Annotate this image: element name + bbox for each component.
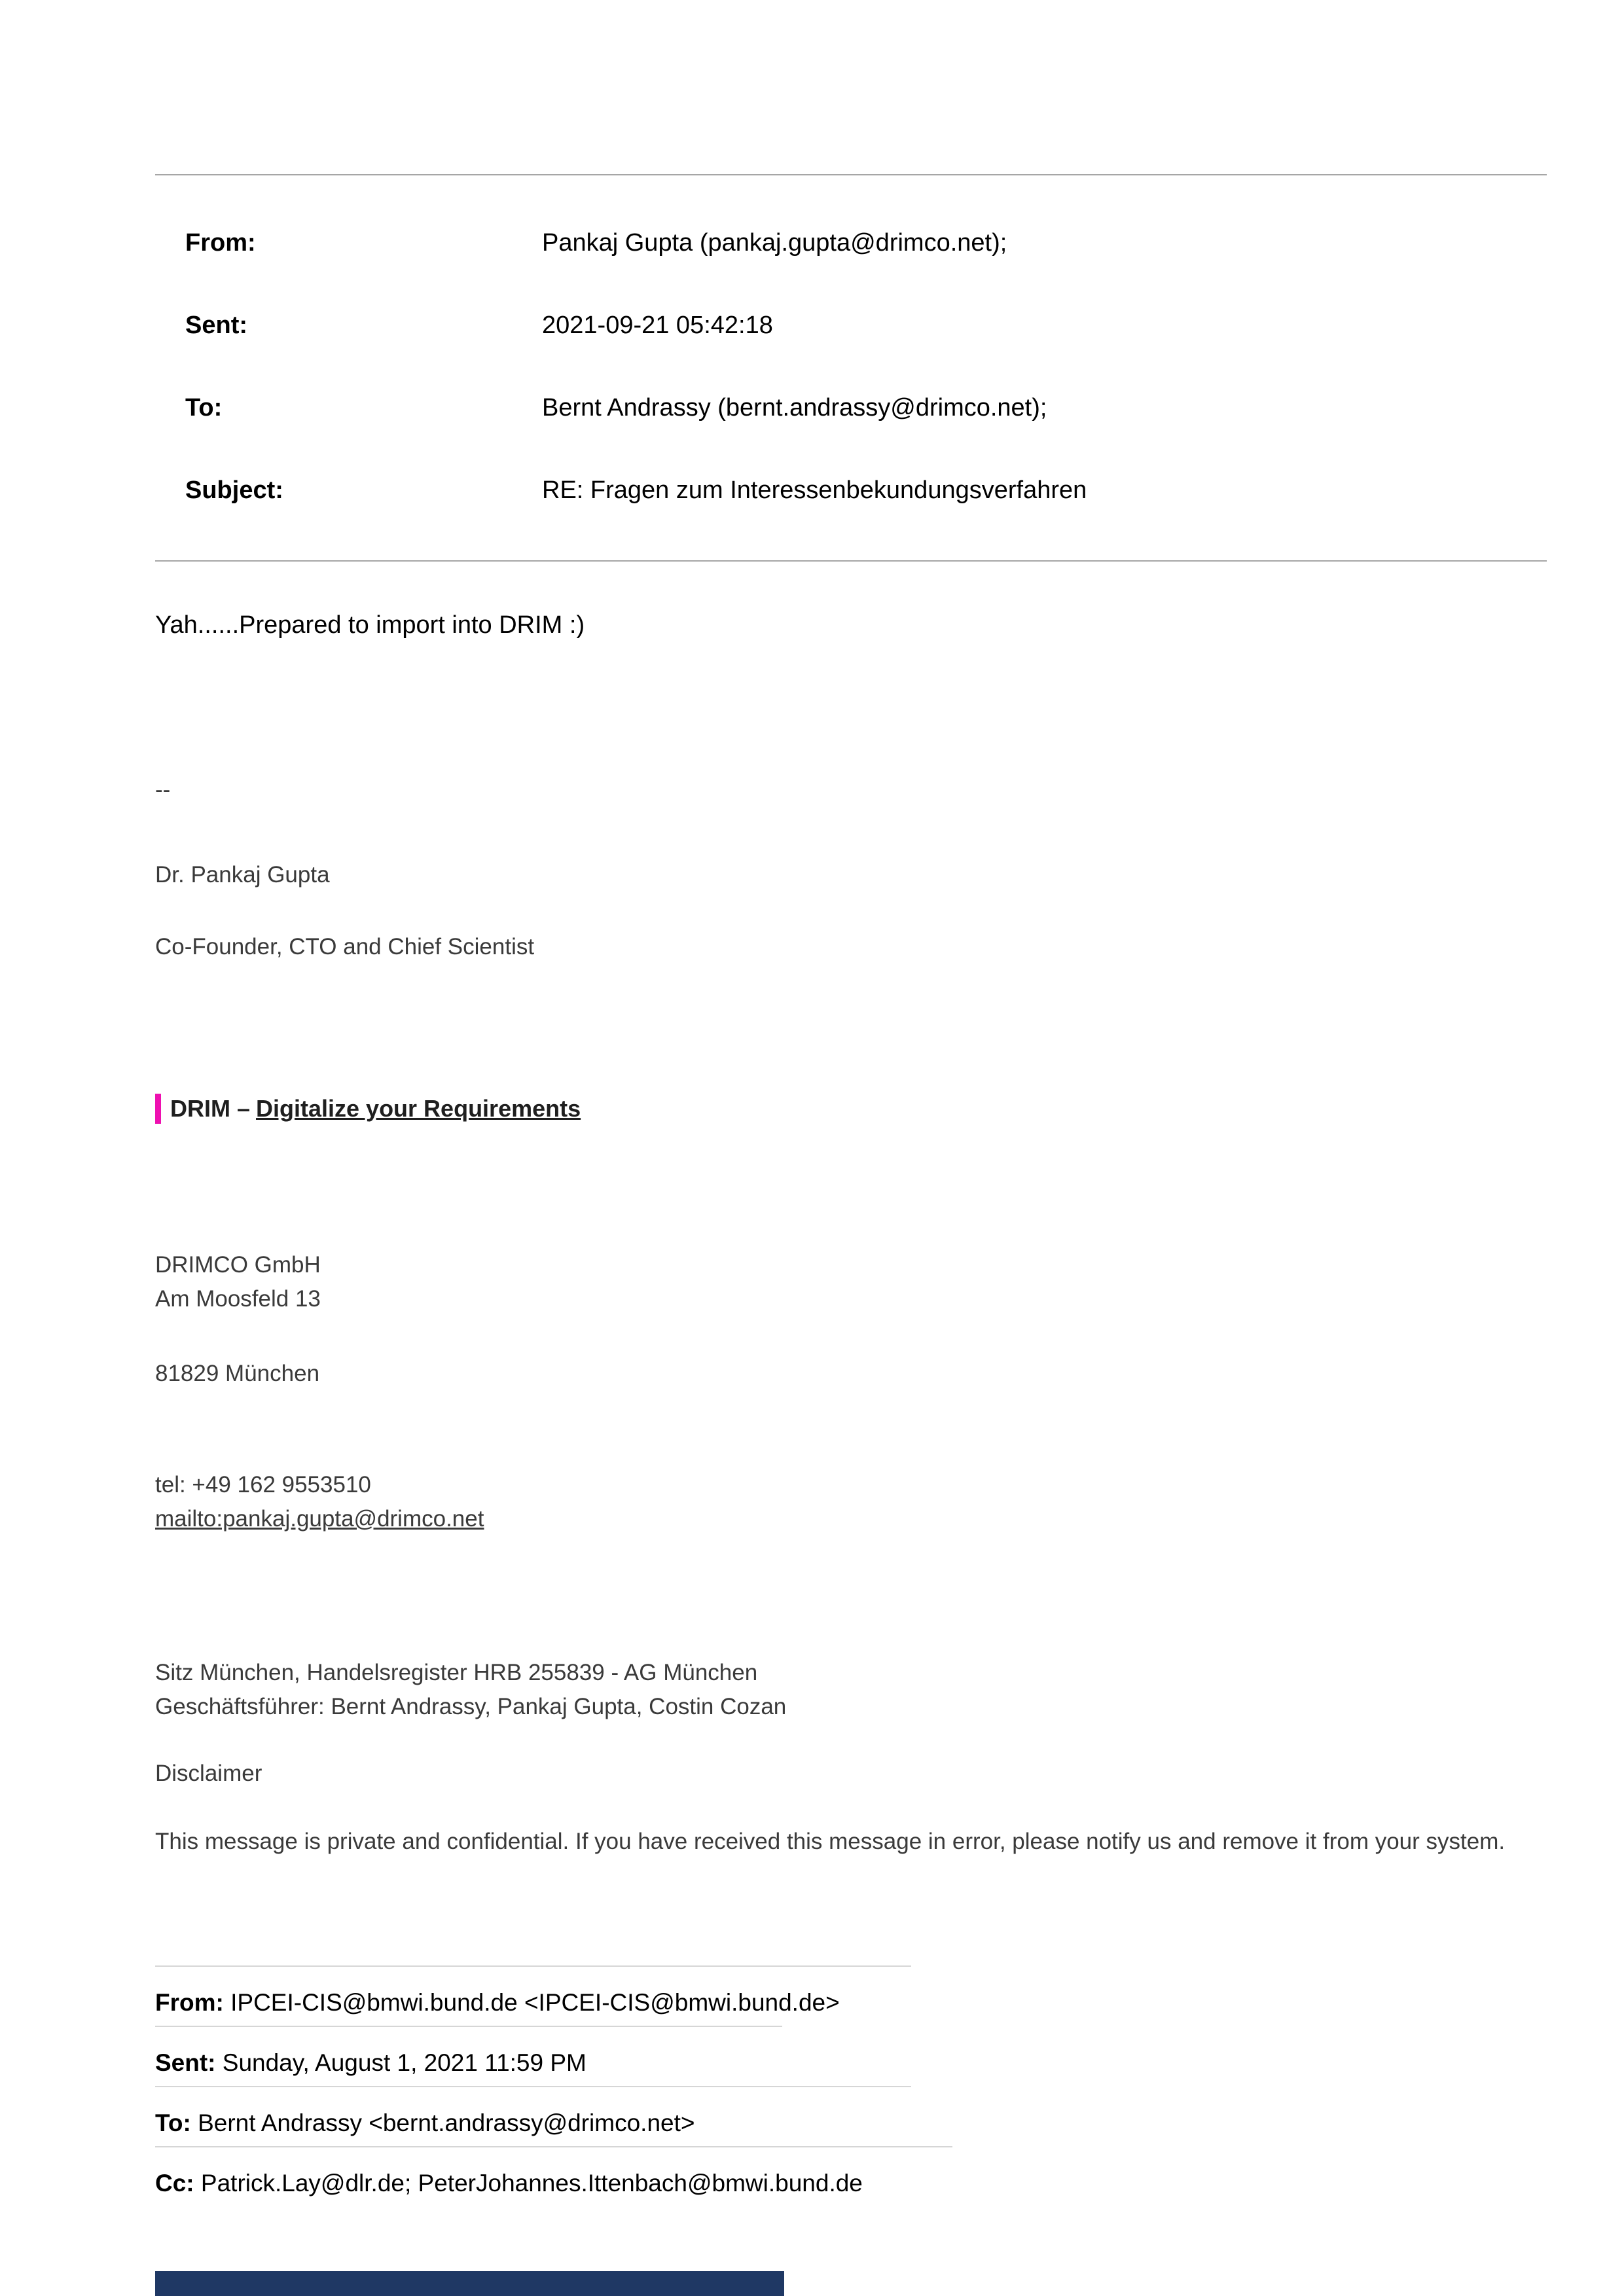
quoted-from-value: IPCEI-CIS@bmwi.bund.de <IPCEI-CIS@bmwi.bund.de> — [230, 1989, 840, 2016]
subject-label: Subject: — [185, 476, 283, 504]
header-bottom-divider — [155, 560, 1547, 562]
quoted-cc-label: Cc: — [155, 2170, 194, 2197]
registry-line: Sitz München, Handelsregister HRB 255839 - AG München — [155, 1660, 758, 1685]
quoted-to-value: Bernt Andrassy <bernt.andrassy@drimco.net> — [198, 2109, 695, 2136]
brand-link[interactable]: Digitalize your Requirements — [256, 1095, 581, 1122]
sent-value: 2021-09-21 05:42:18 — [542, 311, 773, 339]
managing-directors-line: Geschäftsführer: Bernt Andrassy, Pankaj Gupta, Costin Cozan — [155, 1694, 787, 1719]
quoted-sent-label: Sent: — [155, 2049, 216, 2076]
phone-number: tel: +49 162 9553510 — [155, 1472, 371, 1498]
company-name: DRIMCO GmbH — [155, 1252, 321, 1278]
quoted-to-label: To: — [155, 2109, 191, 2136]
header-row-sent — [155, 284, 1547, 367]
quoted-row-from — [155, 1967, 1547, 2026]
signature-title: Co-Founder, CTO and Chief Scientist — [155, 934, 535, 960]
company-registry — [155, 1656, 1547, 1724]
mailto-link[interactable]: mailto:pankaj.gupta@drimco.net — [155, 1506, 484, 1532]
company-street: Am Moosfeld 13 — [155, 1286, 321, 1312]
truncated-table-header-bar — [155, 2271, 784, 2296]
to-label: To: — [185, 393, 223, 422]
subject-value: RE: Fragen zum Interessenbekundungsverfahren — [542, 476, 1087, 504]
quoted-cc-value: Patrick.Lay@dlr.de; PeterJohannes.Ittenbach@bmwi.bund.de — [200, 2170, 863, 2197]
brand-accent-bar-icon — [155, 1094, 161, 1124]
quoted-row-cc — [155, 2147, 1547, 2206]
header-row-from — [155, 202, 1547, 284]
disclaimer-heading: Disclaimer — [155, 1761, 262, 1786]
contact-block — [155, 1468, 1547, 1536]
from-value: Pankaj Gupta (pankaj.gupta@drimco.net); — [542, 228, 1007, 257]
quoted-from-label: From: — [155, 1989, 224, 2016]
header-row-subject — [155, 449, 1547, 531]
from-label: From: — [185, 228, 256, 257]
email-header — [155, 175, 1547, 560]
brand-tagline — [155, 1094, 1547, 1124]
brand-prefix: DRIM – — [170, 1095, 251, 1122]
quoted-row-to — [155, 2087, 1547, 2146]
message-body-text: Yah......Prepared to import into DRIM :) — [155, 611, 585, 639]
quoted-row-sent — [155, 2027, 1547, 2086]
to-value: Bernt Andrassy (bernt.andrassy@drimco.net); — [542, 393, 1047, 422]
signature-divider: -- — [155, 777, 171, 802]
header-row-to — [155, 367, 1547, 449]
sent-label: Sent: — [185, 311, 247, 339]
signature-name: Dr. Pankaj Gupta — [155, 862, 330, 888]
company-city: 81829 München — [155, 1361, 320, 1386]
quoted-sent-value: Sunday, August 1, 2021 11:59 PM — [222, 2049, 586, 2076]
company-address — [155, 1248, 1547, 1316]
disclaimer-text: This message is private and confidential. If you have received this message in error, please notify us and remove it from your system. — [155, 1829, 1506, 1854]
